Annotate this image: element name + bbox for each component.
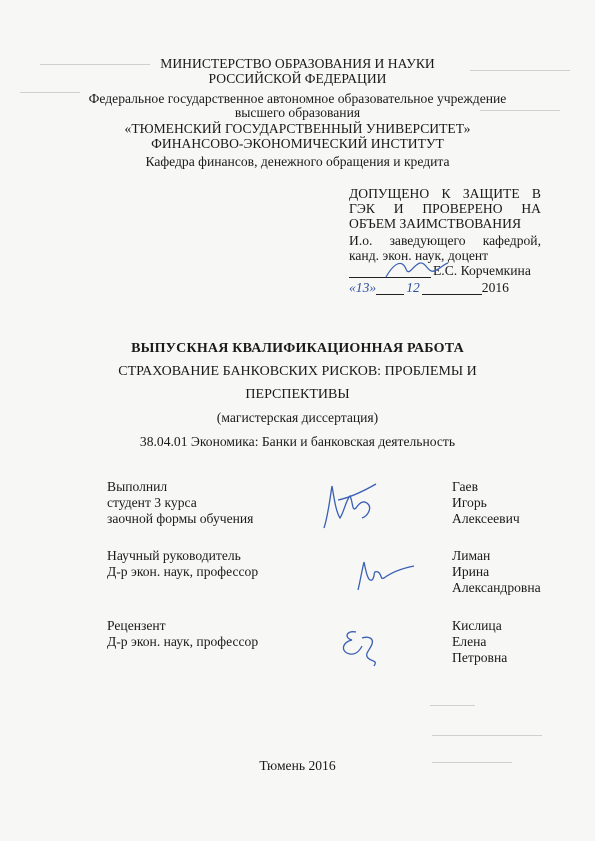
institution-line-1: Федеральное государственное автономное образовательное учреждение — [88, 91, 507, 106]
ministry-line-1: МИНИСТЕРСТВО ОБРАЗОВАНИЯ И НАУКИ — [160, 56, 435, 71]
date-day: «13» — [349, 280, 377, 295]
institute-name: ФИНАНСОВО-ЭКОНОМИЧЕСКИЙ ИНСТИТУТ — [151, 136, 444, 151]
bleed-through-mark — [430, 705, 475, 706]
thesis-topic-line-2: ПЕРСПЕКТИВЫ — [245, 387, 350, 402]
supervisor-name: Лиман Ирина Александровна — [452, 548, 541, 595]
approval-signature — [382, 255, 452, 285]
supervisor-role: Научный руководитель Д-р экон. наук, профессор — [107, 548, 259, 579]
institution-line-2: высшего образования — [234, 105, 361, 120]
approval-signer: Е.С. Корчемкина — [433, 263, 531, 278]
approval-line-5: канд. экон. наук, доцент — [349, 248, 489, 263]
reviewer-name: Кислица Елена Петровна — [452, 618, 508, 665]
department-name: Кафедра финансов, денежного обращения и кредита — [145, 154, 450, 169]
thesis-subtype: (магистерская диссертация) — [216, 410, 379, 425]
date-month: 12 — [406, 280, 420, 295]
ministry-line-2: РОССИЙСКОЙ ФЕДЕРАЦИИ — [208, 71, 387, 86]
approval-line-2: ГЭК И ПРОВЕРЕНО НА — [349, 201, 541, 216]
approval-line-4: И.о. заведующего кафедрой, — [349, 233, 541, 248]
approval-line-3: ОБЪЕМ ЗАИМСТВОВАНИЯ — [349, 216, 522, 231]
reviewer-signature — [334, 624, 390, 668]
thesis-program: 38.04.01 Экономика: Банки и банковская деятельность — [139, 434, 456, 449]
thesis-topic-line-1: СТРАХОВАНИЕ БАНКОВСКИХ РИСКОВ: ПРОБЛЕМЫ И — [118, 364, 477, 379]
date-year: 2016 — [481, 280, 509, 295]
thesis-type: ВЫПУСКНАЯ КВАЛИФИКАЦИОННАЯ РАБОТА — [131, 341, 464, 356]
reviewer-role: Рецензент Д-р экон. наук, профессор — [107, 618, 259, 649]
approval-line-1: ДОПУЩЕНО К ЗАЩИТЕ В — [349, 186, 541, 201]
bleed-through-mark — [432, 735, 542, 736]
author-role: Выполнил студент 3 курса заочной формы обучения — [107, 479, 254, 526]
city-year: Тюмень 2016 — [259, 758, 336, 773]
university-name: «ТЮМЕНСКИЙ ГОСУДАРСТВЕННЫЙ УНИВЕРСИТЕТ» — [124, 121, 471, 136]
author-signature — [318, 478, 380, 532]
supervisor-signature — [348, 556, 418, 596]
author-name: Гаев Игорь Алексеевич — [452, 479, 520, 526]
